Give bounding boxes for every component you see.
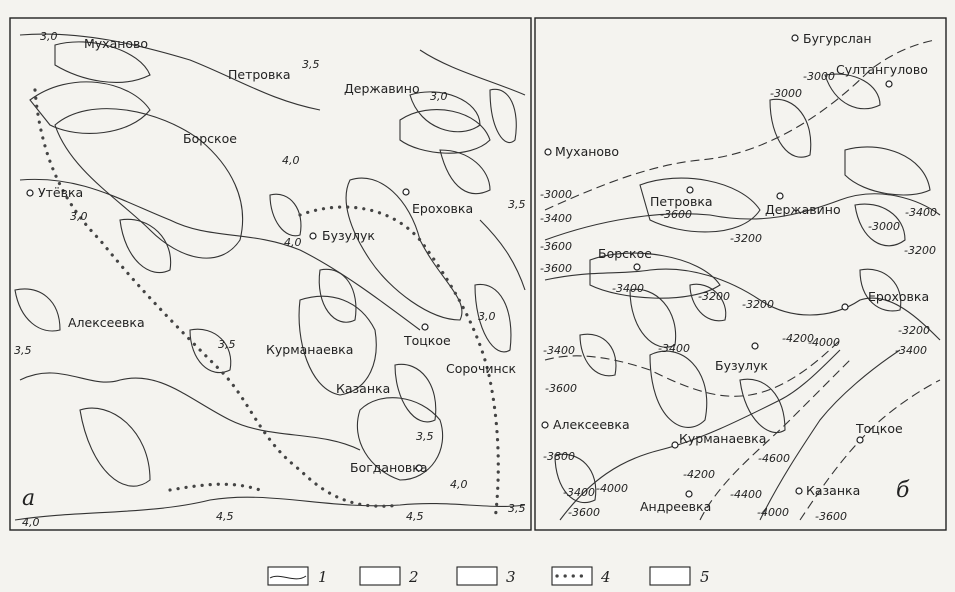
panel-b-label: б bbox=[896, 478, 910, 503]
panel-a-label: а bbox=[22, 486, 36, 511]
isoline-label: -3600 bbox=[815, 510, 847, 523]
legend-item-3 bbox=[457, 567, 516, 586]
hatch-zone bbox=[30, 82, 150, 134]
isoline-label: -3400 bbox=[543, 344, 575, 357]
town-label: Алексеевка bbox=[553, 417, 630, 432]
town-label: Тоцкое bbox=[856, 421, 903, 436]
crosshatch-zone bbox=[80, 408, 150, 486]
isoline-label: 3,5 bbox=[302, 58, 320, 71]
isoline-label: -3200 bbox=[698, 290, 730, 303]
contour-line bbox=[420, 50, 525, 95]
town-dot bbox=[403, 189, 409, 195]
town-dot bbox=[842, 304, 848, 310]
town-label: Державино bbox=[344, 81, 420, 96]
legend-swatch-crosshatch bbox=[360, 567, 400, 585]
legend-number: 3 bbox=[506, 568, 516, 586]
isoline-label: -4200 bbox=[683, 468, 715, 481]
legend-number: 1 bbox=[318, 568, 328, 586]
legend-item-4 bbox=[552, 567, 611, 586]
crosshatch-zone bbox=[270, 194, 301, 236]
crosshatch-zone bbox=[395, 364, 436, 422]
legend bbox=[268, 567, 710, 586]
crosshatch-zone bbox=[650, 351, 707, 427]
crosshatch-zone bbox=[770, 99, 811, 157]
town-label: Ероховка bbox=[412, 201, 474, 216]
isoline-label: 3,0 bbox=[430, 90, 448, 103]
isoline-label: -4600 bbox=[758, 452, 790, 465]
town-label: Муханово bbox=[84, 36, 149, 51]
isoline-label: -3400 bbox=[563, 486, 595, 499]
town-dot bbox=[545, 149, 551, 155]
hatch-zone bbox=[490, 89, 516, 142]
town-dot bbox=[27, 190, 33, 196]
town-label: Курманаевка bbox=[266, 342, 354, 357]
isoline-label: -4000 bbox=[596, 482, 628, 495]
town-label: Бугурслан bbox=[803, 31, 872, 46]
legend-number: 4 bbox=[601, 568, 611, 586]
isoline-label: 3,5 bbox=[218, 338, 236, 351]
isoline-label: 4,0 bbox=[450, 478, 468, 491]
town-label: Бузулук bbox=[322, 228, 375, 243]
isoline-label: 3,5 bbox=[508, 502, 526, 515]
isoline-label: 4,5 bbox=[216, 510, 234, 523]
isoline-label: 3,0 bbox=[70, 210, 88, 223]
isoline-label: -3000 bbox=[803, 70, 835, 83]
isoline-label: -3200 bbox=[730, 232, 762, 245]
town-label: Муханово bbox=[555, 144, 620, 159]
isoline-label: 3,0 bbox=[478, 310, 496, 323]
town-label: Петровка bbox=[228, 67, 291, 82]
dotted-boundary bbox=[170, 484, 260, 490]
legend-item-2 bbox=[360, 567, 419, 586]
town-label: Державино bbox=[765, 202, 841, 217]
contour-line bbox=[480, 220, 525, 290]
town-dot bbox=[792, 35, 798, 41]
isoline-label: -4200 bbox=[782, 332, 814, 345]
town-label: Султангулово bbox=[836, 62, 928, 77]
hatch-zone bbox=[740, 379, 785, 432]
town-dot bbox=[542, 422, 548, 428]
isoline-label: 3,5 bbox=[14, 344, 32, 357]
town-dot bbox=[687, 187, 693, 193]
town-label: Алексеевка bbox=[68, 315, 145, 330]
isoline-label: -4000 bbox=[808, 336, 840, 349]
town-dot bbox=[672, 442, 678, 448]
town-label: Богдановка bbox=[350, 460, 428, 475]
isoline-label: -3400 bbox=[905, 206, 937, 219]
isoline-label: 4,5 bbox=[406, 510, 424, 523]
isoline-label: -3600 bbox=[540, 262, 572, 275]
panel-a bbox=[10, 18, 531, 530]
isoline-label: -3200 bbox=[898, 324, 930, 337]
town-label: Казанка bbox=[806, 483, 861, 498]
isoline-label: -3200 bbox=[742, 298, 774, 311]
isoline-label: 4,0 bbox=[22, 516, 40, 529]
hatch-zone bbox=[440, 150, 490, 194]
town-label: Борское bbox=[183, 131, 237, 146]
isoline-label: 3,0 bbox=[40, 30, 58, 43]
legend-number: 2 bbox=[409, 568, 419, 586]
town-dot bbox=[422, 324, 428, 330]
legend-item-1 bbox=[268, 567, 328, 586]
isoline-label: -3600 bbox=[545, 382, 577, 395]
contour-line bbox=[800, 380, 940, 520]
town-label: Казанка bbox=[336, 381, 391, 396]
isoline-label: -3400 bbox=[658, 342, 690, 355]
town-dot bbox=[310, 233, 316, 239]
isoline-label: -3600 bbox=[540, 240, 572, 253]
panel-b bbox=[535, 18, 946, 530]
crosshatch-zone bbox=[120, 219, 171, 272]
isoline-label: -3600 bbox=[568, 506, 600, 519]
contour-line bbox=[20, 179, 420, 330]
hatch-zone bbox=[400, 110, 490, 154]
isoline-label: -3000 bbox=[868, 220, 900, 233]
legend-swatch-stipple bbox=[650, 567, 690, 585]
isoline-label: -3400 bbox=[612, 282, 644, 295]
isoline-label: -3400 bbox=[540, 212, 572, 225]
isoline-label: 4,0 bbox=[282, 154, 300, 167]
town-label: Бузулук bbox=[715, 358, 768, 373]
stipple-zone bbox=[346, 178, 462, 320]
town-label: Тоцкое bbox=[404, 333, 451, 348]
town-label: Андреевка bbox=[640, 499, 712, 514]
legend-swatch-hatch bbox=[457, 567, 497, 585]
isoline-label: -4000 bbox=[757, 506, 789, 519]
contour-line bbox=[545, 340, 840, 396]
town-label: Сорочинск bbox=[446, 361, 517, 376]
town-dot bbox=[634, 264, 640, 270]
isoline-label: -3000 bbox=[540, 188, 572, 201]
hatch-zone bbox=[15, 289, 60, 331]
town-label: Ероховка bbox=[868, 289, 930, 304]
town-dot bbox=[886, 81, 892, 87]
town-label: Утёвка bbox=[38, 185, 84, 200]
isoline-label: -3200 bbox=[904, 244, 936, 257]
isoline-label: 3,5 bbox=[508, 198, 526, 211]
contour-line bbox=[15, 497, 525, 520]
isoline-label: 3,5 bbox=[416, 430, 434, 443]
town-dot bbox=[752, 343, 758, 349]
isoline-label: -3800 bbox=[543, 450, 575, 463]
town-dot bbox=[777, 193, 783, 199]
isoline-label: -3000 bbox=[770, 87, 802, 100]
town-label: Курманаевка bbox=[679, 431, 767, 446]
hatch-zone bbox=[845, 147, 930, 195]
isoline-label: -3600 bbox=[660, 208, 692, 221]
legend-number: 5 bbox=[700, 568, 710, 586]
town-label: Борское bbox=[598, 246, 652, 261]
crosshatch-zone bbox=[580, 334, 616, 376]
isoline-label: -3400 bbox=[895, 344, 927, 357]
isoline-label: -4400 bbox=[730, 488, 762, 501]
town-dot bbox=[857, 437, 863, 443]
town-label: Петровка bbox=[650, 194, 713, 209]
legend-swatch-isoline bbox=[268, 567, 308, 585]
isoline-label: 4,0 bbox=[284, 236, 302, 249]
town-dot bbox=[686, 491, 692, 497]
contour-line bbox=[20, 373, 360, 450]
town-dot bbox=[796, 488, 802, 494]
legend-item-5 bbox=[650, 567, 710, 586]
